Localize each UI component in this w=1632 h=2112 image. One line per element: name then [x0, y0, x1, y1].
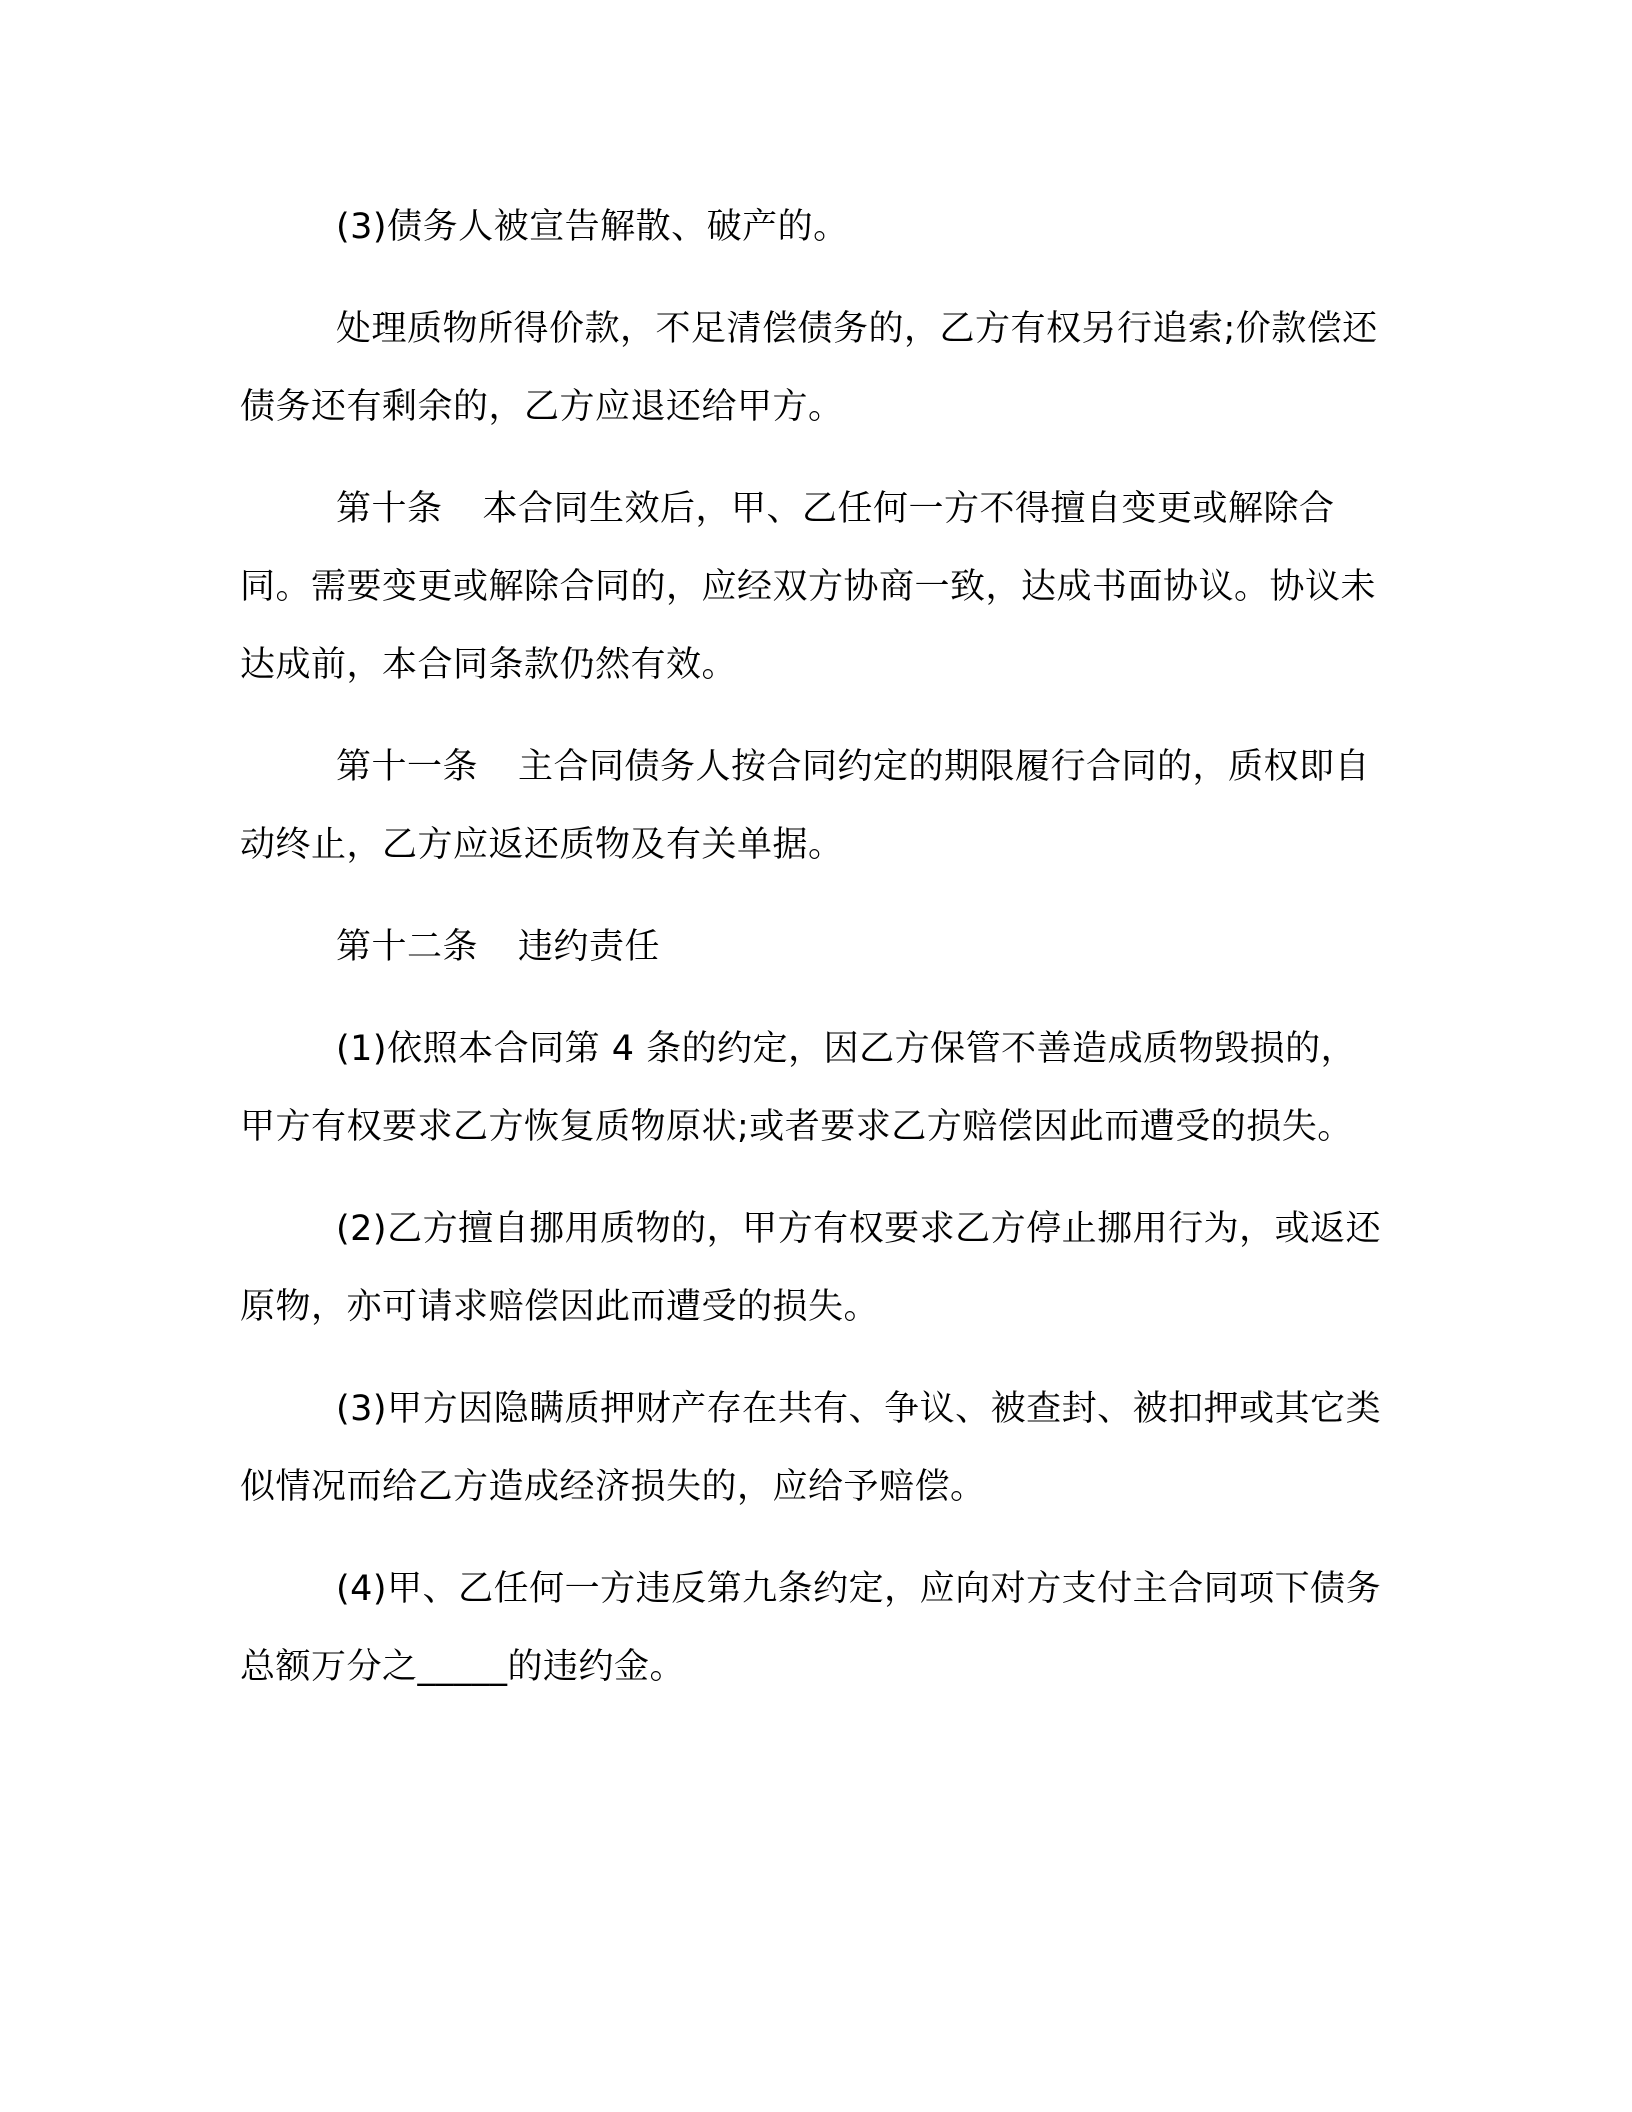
article-text: 主合同债务人按合同约定的期限履行合同的，质权即自动终止，乙方应返还质物及有关单据。 — [240, 747, 1371, 865]
liability-item-2 — [240, 1190, 1390, 1346]
paragraph-debtor-dissolution — [240, 188, 1390, 266]
paragraph-text: (3)甲方因隐瞒质押财产存在共有、争议、被查封、被扣押或其它类似情况而给乙方造成经济损失的，应给予赔偿。 — [240, 1389, 1382, 1507]
paragraph-text: (4)甲、乙任何一方违反第九条约定，应向对方支付主合同项下债务总额万分之_____的违约金。 — [240, 1569, 1382, 1687]
paragraph-text: (3)债务人被宣告解散、破产的。 — [336, 207, 849, 247]
article-10 — [240, 470, 1390, 704]
liability-item-3 — [240, 1370, 1390, 1526]
document-body — [240, 188, 1390, 1730]
article-11 — [240, 728, 1390, 884]
paragraph-pledge-proceeds — [240, 290, 1390, 446]
liability-item-1 — [240, 1010, 1390, 1166]
paragraph-text: (1)依照本合同第 4 条的约定，因乙方保管不善造成质物毁损的，甲方有权要求乙方恢复质物原状;或者要求乙方赔偿因此而遭受的损失。 — [240, 1029, 1357, 1147]
liability-item-4 — [240, 1550, 1390, 1706]
paragraph-text: 处理质物所得价款，不足清偿债务的，乙方有权另行追索;价款偿还债务还有剩余的，乙方应退还给甲方。 — [240, 309, 1378, 427]
article-heading: 第十二条 — [336, 927, 479, 967]
article-12 — [240, 908, 1390, 986]
article-heading: 第十条 — [336, 489, 443, 529]
article-heading: 第十一条 — [336, 747, 479, 787]
paragraph-text: (2)乙方擅自挪用质物的，甲方有权要求乙方停止挪用行为，或返还原物，亦可请求赔偿因此而遭受的损失。 — [240, 1209, 1382, 1327]
article-text: 本合同生效后，甲、乙任何一方不得擅自变更或解除合同。需要变更或解除合同的，应经双方协商一致，达成书面协议。协议未达成前，本合同条款仍然有效。 — [240, 489, 1377, 685]
article-text: 违约责任 — [518, 927, 661, 967]
